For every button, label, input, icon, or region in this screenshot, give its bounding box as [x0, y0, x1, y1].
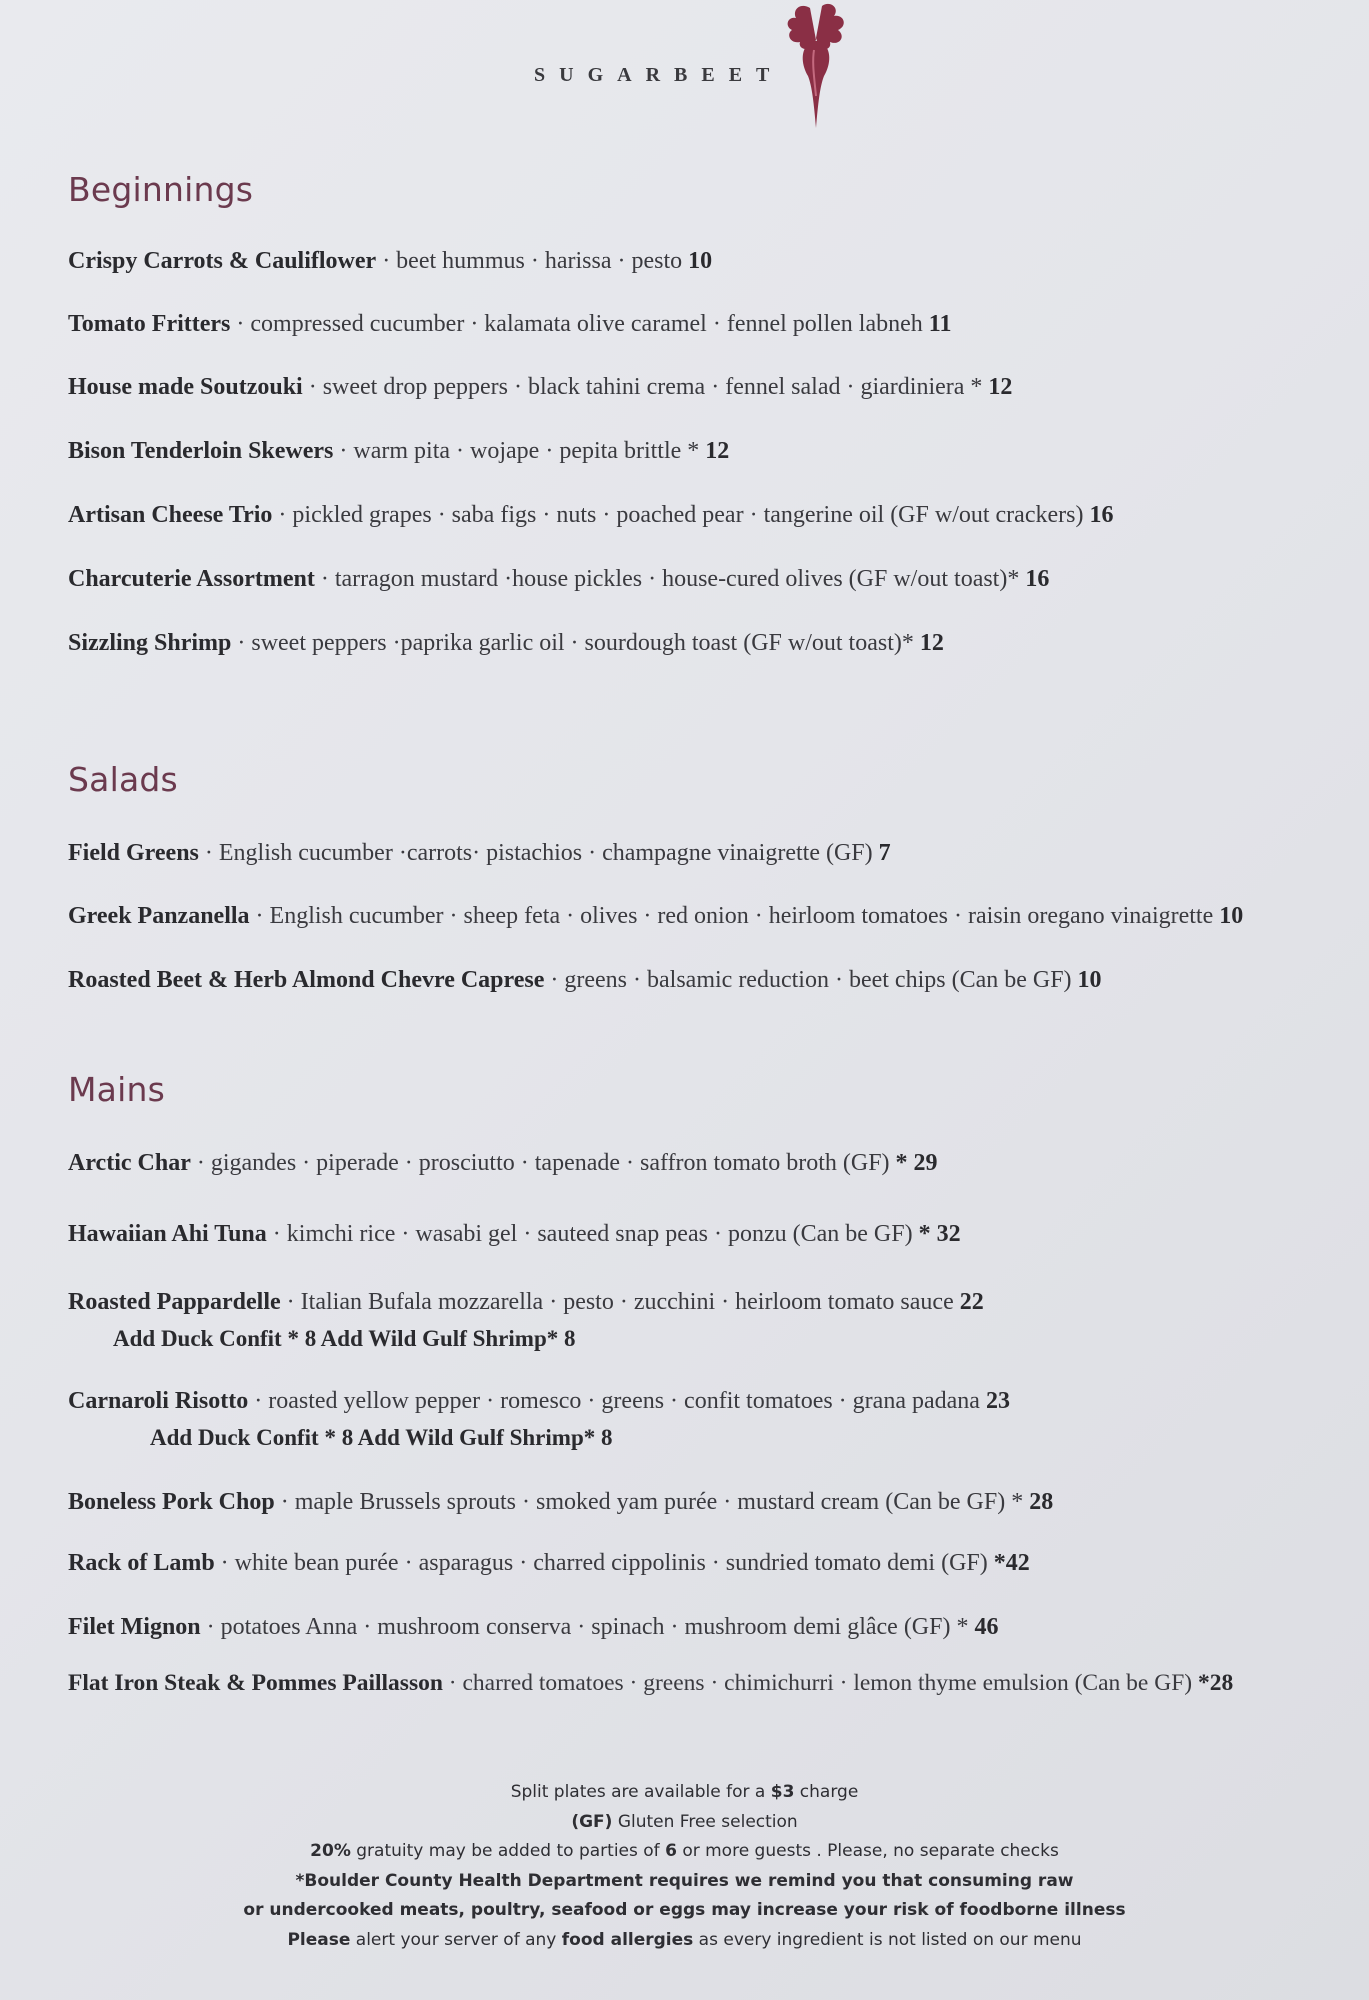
item-description: · pickled grapes · saba figs · nuts · poached pear · tangerine oil (GF w/out crackers)	[272, 502, 1090, 528]
menu-item	[68, 1388, 1010, 1415]
menu-item	[68, 248, 712, 275]
item-description: · English cucumber · sheep feta · olives · red onion · heirloom tomatoes · raisin oregano vinaigrette	[249, 903, 1220, 929]
item-price: 12	[705, 438, 730, 464]
item-addon: Add Duck Confit * 8 Add Wild Gulf Shrimp* 8	[113, 1326, 576, 1351]
item-price: 28	[1029, 1489, 1054, 1515]
item-name: Greek Panzanella	[68, 903, 250, 929]
item-price: 16	[1089, 502, 1114, 528]
footer-health-notice-cont: or undercooked meats, poultry, seafood or eggs may increase your risk of foodborne illness	[243, 1900, 1126, 1920]
item-description: · potatoes Anna · mushroom conserva · spinach · mushroom demi glâce (GF) *	[200, 1614, 975, 1640]
item-price: 10	[1077, 967, 1102, 993]
item-price: 12	[919, 630, 944, 656]
item-description: · English cucumber ·carrots· pistachios · champagne vinaigrette (GF)	[198, 840, 879, 866]
menu-item	[68, 1489, 1053, 1516]
item-description: · beet hummus · harissa · pesto	[376, 248, 689, 274]
item-name: Roasted Pappardelle	[68, 1289, 281, 1315]
menu-item	[68, 1614, 998, 1641]
footer-health-notice: *Boulder County Health Department requires we remind you that consuming raw	[295, 1870, 1074, 1891]
footer-gf-legend: (GF) Gluten Free selection	[571, 1811, 798, 1832]
item-price: *28	[1197, 1670, 1234, 1696]
section-title-beginnings: Beginnings	[68, 170, 254, 209]
item-description: · roasted yellow pepper · romesco · greens · confit tomatoes · grana padana	[248, 1388, 986, 1414]
menu-item	[68, 438, 729, 465]
item-price: *42	[993, 1550, 1030, 1576]
menu-item	[68, 1289, 984, 1316]
restaurant-logo	[530, 0, 870, 140]
footer-gratuity: 20% gratuity may be added to parties of 6 or more guests . Please, no separate checks	[310, 1841, 1059, 1861]
menu-item	[68, 1670, 1233, 1697]
item-price: 23	[985, 1388, 1010, 1414]
item-description: · warm pita · wojape · pepita brittle *	[333, 438, 706, 464]
item-description: · gigandes · piperade · prosciutto · tapenade · saffron tomato broth (GF)	[190, 1150, 896, 1176]
item-description: · greens · balsamic reduction · beet chips (Can be GF)	[544, 967, 1078, 993]
item-price: 16	[1025, 566, 1050, 592]
beet-icon	[770, 0, 860, 135]
section-title-mains: Mains	[68, 1070, 165, 1109]
item-name: Carnaroli Risotto	[68, 1388, 249, 1414]
item-name: Roasted Beet & Herb Almond Chevre Caprese	[68, 967, 545, 993]
menu-item	[68, 502, 1113, 529]
item-description: · charred tomatoes · greens · chimichurri · lemon thyme emulsion (Can be GF)	[442, 1670, 1198, 1696]
menu-item	[68, 1150, 938, 1177]
item-name: Bison Tenderloin Skewers	[68, 438, 334, 464]
menu-item	[68, 1550, 1030, 1577]
logo-wordmark: SUGARBEET	[534, 64, 784, 86]
item-price: * 29	[895, 1150, 938, 1176]
item-addon: Add Duck Confit * 8 Add Wild Gulf Shrimp* 8	[150, 1425, 613, 1450]
menu-item	[68, 630, 944, 657]
item-name: Arctic Char	[68, 1150, 191, 1176]
item-price: 10	[688, 248, 713, 274]
menu-item	[68, 1221, 961, 1248]
item-name: Boneless Pork Chop	[68, 1489, 275, 1515]
item-name: Artisan Cheese Trio	[68, 502, 273, 528]
item-description: · kimchi rice · wasabi gel · sauteed snap peas · ponzu (Can be GF)	[266, 1221, 919, 1247]
item-price: 12	[988, 374, 1013, 400]
item-name: Hawaiian Ahi Tuna	[68, 1221, 267, 1247]
menu-item	[68, 840, 891, 867]
item-price: * 32	[918, 1221, 961, 1247]
item-description: · compressed cucumber · kalamata olive caramel · fennel pollen labneh	[230, 311, 929, 337]
menu-footer	[0, 1778, 1369, 1955]
item-name: Field Greens	[68, 840, 199, 866]
item-name: Crispy Carrots & Cauliflower	[68, 248, 377, 274]
item-price: 22	[959, 1289, 984, 1315]
item-name: Filet Mignon	[68, 1614, 201, 1640]
item-price: 46	[974, 1614, 999, 1640]
item-name: Tomato Fritters	[68, 311, 231, 337]
menu-item	[68, 903, 1243, 930]
menu-item	[68, 311, 951, 338]
item-price: 7	[878, 840, 891, 866]
menu-item	[68, 374, 1012, 401]
menu-item	[68, 967, 1102, 994]
item-description: · sweet drop peppers · black tahini crema · fennel salad · giardiniera *	[302, 374, 989, 400]
item-name: Sizzling Shrimp	[68, 630, 232, 656]
item-description: · maple Brussels sprouts · smoked yam purée · mustard cream (Can be GF) *	[274, 1489, 1030, 1515]
item-name: Flat Iron Steak & Pommes Paillasson	[68, 1670, 443, 1696]
section-title-salads: Salads	[68, 760, 178, 799]
item-name: House made Soutzouki	[68, 374, 303, 400]
footer-allergy-notice: Please alert your server of any food allergies as every ingredient is not listed on our menu	[287, 1929, 1082, 1950]
item-description: · tarragon mustard ·house pickles · house-cured olives (GF w/out toast)*	[314, 566, 1026, 592]
item-description: · white bean purée · asparagus · charred cippolinis · sundried tomato demi (GF)	[214, 1550, 994, 1576]
item-description: · sweet peppers ·paprika garlic oil · sourdough toast (GF w/out toast)*	[231, 630, 920, 656]
item-price: 10	[1219, 903, 1244, 929]
item-name: Charcuterie Assortment	[68, 566, 315, 592]
footer-split-plates: Split plates are available for a $3 charge	[510, 1782, 859, 1802]
item-price: 11	[928, 311, 952, 337]
item-name: Rack of Lamb	[68, 1550, 215, 1576]
menu-item	[68, 566, 1049, 593]
item-description: · Italian Bufala mozzarella · pesto · zucchini · heirloom tomato sauce	[280, 1289, 960, 1315]
